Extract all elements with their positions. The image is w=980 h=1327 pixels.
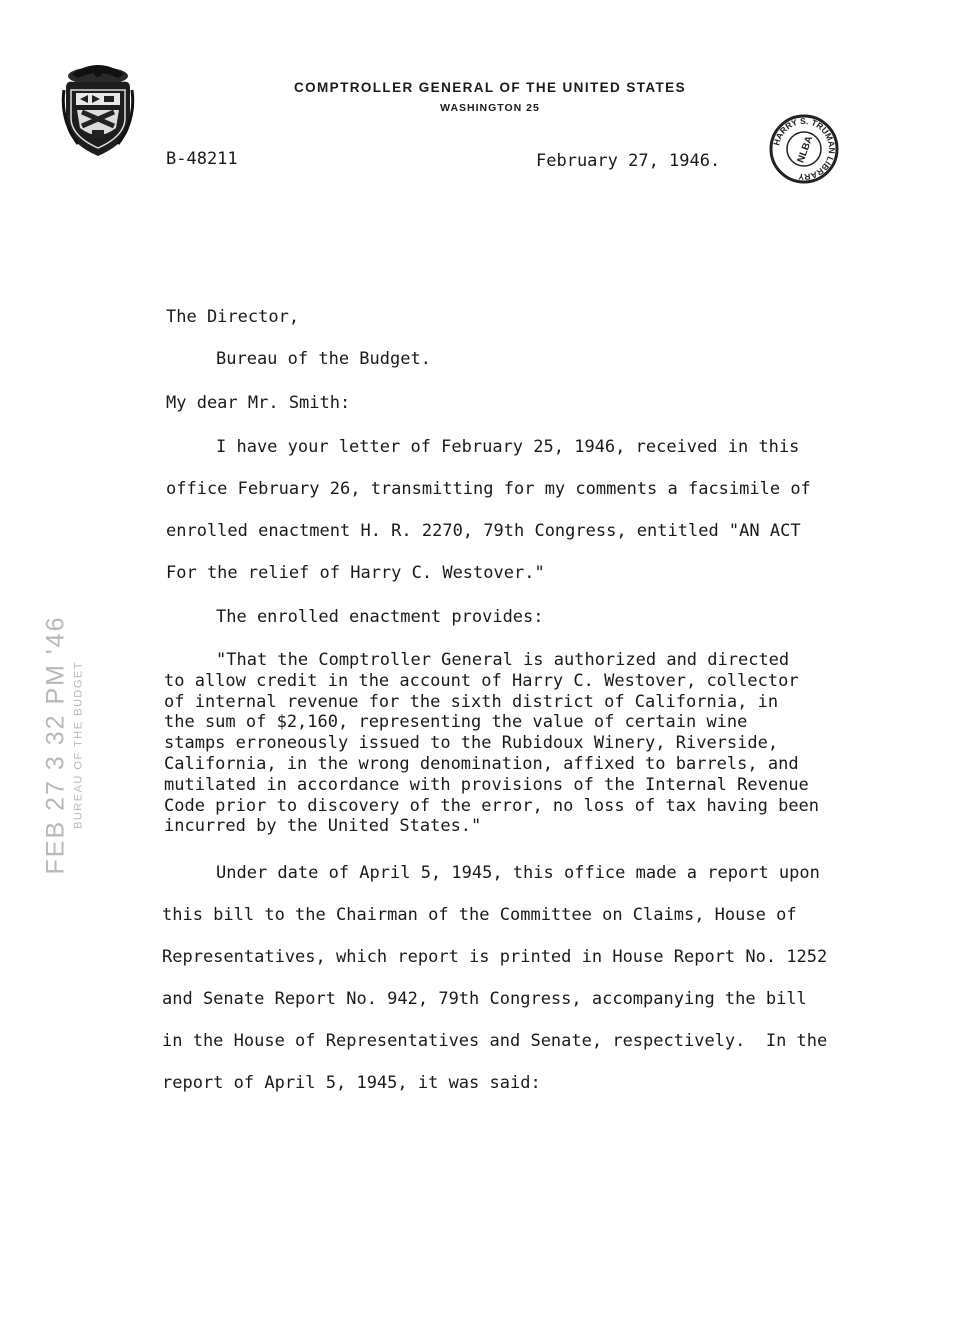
comptroller-seal-icon (58, 60, 138, 158)
letter-date: February 27, 1946. (536, 151, 721, 171)
received-stamp (18, 615, 108, 875)
paragraph-1-line: I have your letter of February 25, 1946, received in this (216, 437, 800, 457)
salutation: My dear Mr. Smith: (166, 393, 351, 413)
paragraph-3-line: and Senate Report No. 942, 79th Congress, accompanying the bill (162, 989, 807, 1009)
paragraph-1-line: enrolled enactment H. R. 2270, 79th Congress, entitled "AN ACT (166, 521, 801, 541)
paragraph-3-line: report of April 5, 1945, it was said: (162, 1073, 541, 1093)
quote-line: to allow credit in the account of Harry C. Westover, collector (164, 670, 799, 691)
quote-line: Code prior to discovery of the error, no loss of tax having been (164, 795, 820, 816)
library-stamp-icon (768, 113, 840, 185)
received-stamp-date: FEB 27 3 32 PM '46 (41, 615, 70, 875)
letterhead-title: COMPTROLLER GENERAL OF THE UNITED STATES (293, 80, 686, 95)
paragraph-3-line: this bill to the Chairman of the Committee on Claims, House of (162, 905, 797, 925)
addressee-line1: The Director, (166, 307, 300, 327)
file-number: B-48211 (166, 149, 238, 169)
quote-line: mutilated in accordance with provisions of the Internal Revenue (164, 774, 809, 795)
letterhead-city: WASHINGTON 25 (440, 102, 540, 114)
paragraph-1-line: For the relief of Harry C. Westover." (166, 563, 545, 583)
paragraph-3-line: Under date of April 5, 1945, this office made a report upon (216, 863, 820, 883)
received-stamp-office: BUREAU OF THE BUDGET (72, 661, 85, 829)
paragraph-1 (166, 426, 811, 594)
quote-line: the sum of $2,160, representing the value of certain wine (164, 712, 748, 733)
quote-line: "That the Comptroller General is authorized and directed (216, 650, 790, 670)
paragraph-3-line: in the House of Representatives and Senate, respectively. In the (162, 1031, 828, 1051)
paragraph-3 (162, 852, 827, 1104)
library-stamp-text: HARRY S. TRUMAN LIBRARY (771, 115, 838, 183)
quote-line: California, in the wrong denomination, affixed to barrels, and (164, 753, 799, 774)
addressee-line2: Bureau of the Budget. (216, 349, 431, 369)
paragraph-2: The enrolled enactment provides: (216, 607, 544, 627)
quote-line: incurred by the United States." (164, 816, 482, 837)
paragraph-3-line: Representatives, which report is printed in House Report No. 1252 (162, 947, 828, 967)
quote-line: stamps erroneously issued to the Rubidoux Winery, Riverside, (164, 733, 779, 754)
paragraph-1-line: office February 26, transmitting for my comments a facsimile of (166, 479, 811, 499)
quoted-provision (164, 650, 819, 837)
quote-line: of internal revenue for the sixth district of California, in (164, 691, 779, 712)
library-stamp-center: NLBA (795, 134, 816, 165)
